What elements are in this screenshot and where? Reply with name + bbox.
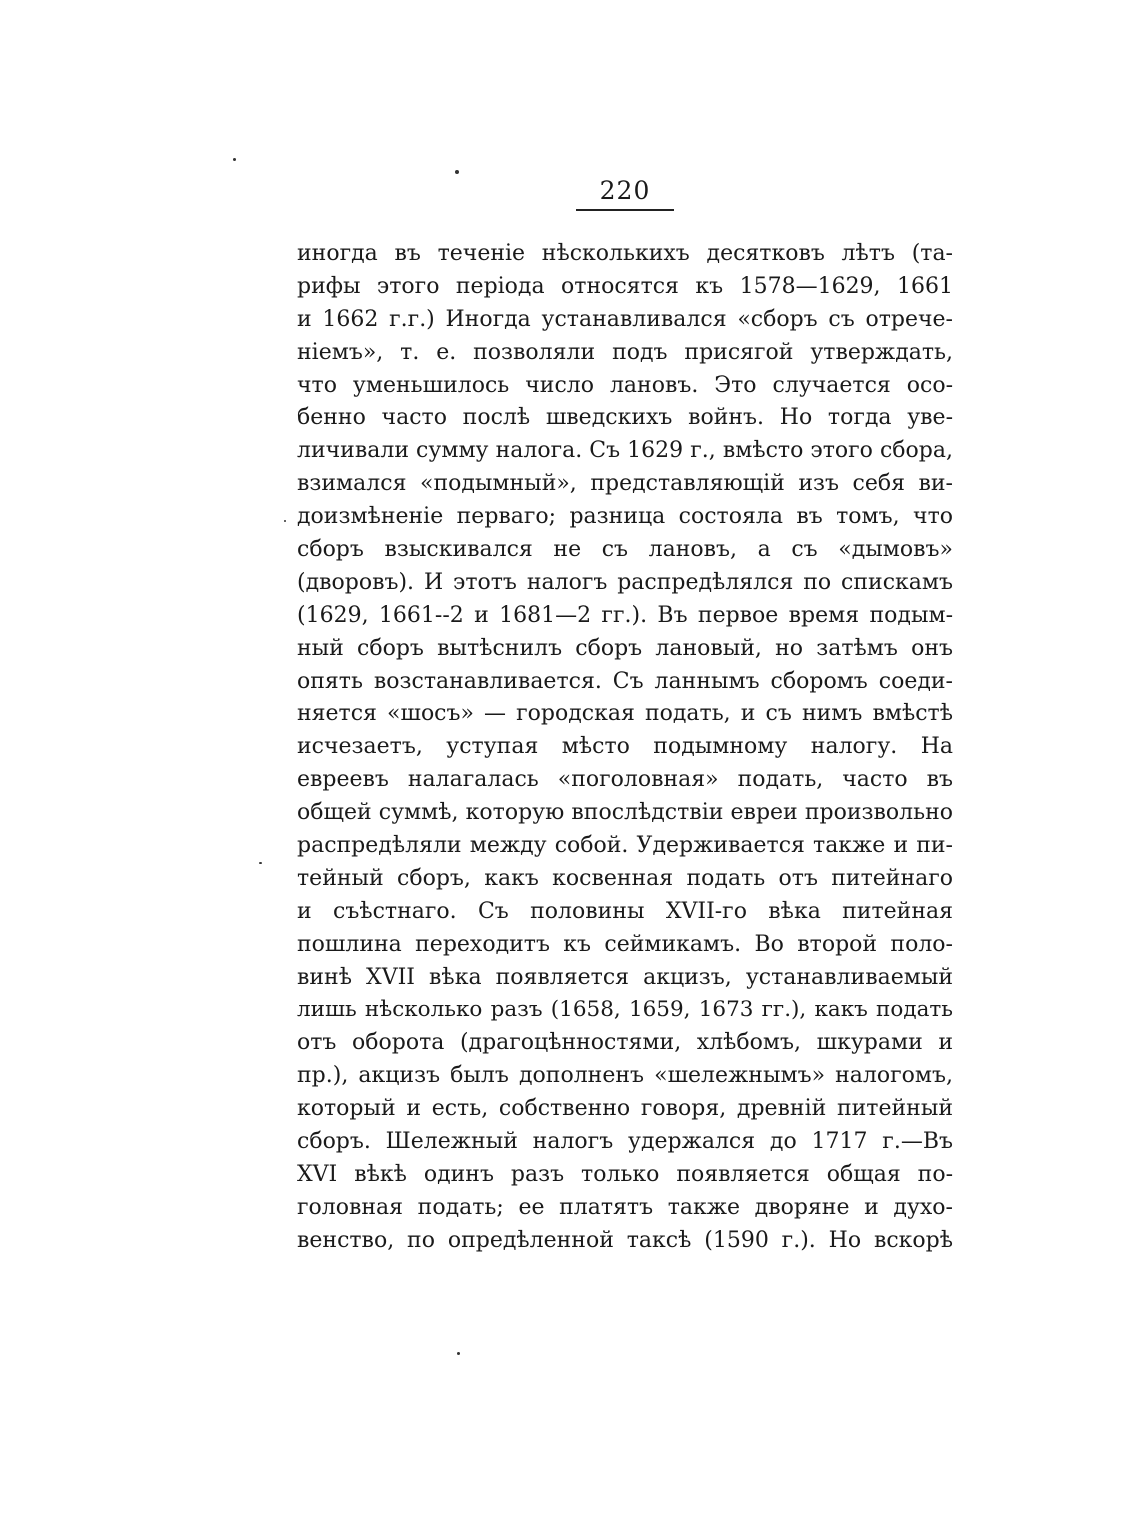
text-line: пр.), акцизъ былъ дополненъ «шележнымъ» налогомъ, [297, 1063, 953, 1089]
text-line: лишь нѣсколько разъ (1658, 1659, 1673 гг.), какъ подать [297, 997, 953, 1023]
speck [455, 170, 459, 174]
text-line: рифы этого періода относятся къ 1578—1629, 1661 [297, 273, 953, 299]
text-line: сборъ. Шележный налогъ удержался до 1717 г.—Въ [297, 1129, 953, 1155]
text-line: сборъ взыскивался не съ лановъ, а съ «дымовъ» [297, 537, 953, 563]
text-line: головная подать; ее платятъ также дворяне и духо- [297, 1194, 953, 1220]
text-line: и 1662 г.г.) Иногда устанавливался «сборъ съ отрече- [297, 306, 953, 332]
text-line: взимался «подымный», представляющій изъ себя ви- [297, 471, 953, 497]
speck [284, 520, 286, 522]
text-line: винѣ XVII вѣка появляется акцизъ, устанавливаемый [297, 964, 953, 990]
text-line: иногда въ теченіе нѣсколькихъ десятковъ лѣтъ (та- [297, 241, 953, 266]
text-line: пошлина переходитъ къ сеймикамъ. Во второй поло- [297, 931, 953, 957]
text-line: личивали сумму налога. Съ 1629 г., вмѣсто этого сбора, [297, 438, 953, 464]
text-line: распредѣляли между собой. Удерживается также и пи- [297, 833, 953, 859]
text-line: ніемъ», т. е. позволяли подъ присягой утверждать, [297, 339, 953, 365]
speck [233, 158, 236, 161]
text-line: (1629, 1661--2 и 1681—2 гг.). Въ первое время подым- [297, 602, 953, 628]
speck [457, 1352, 460, 1355]
text-line: общей суммѣ, которую впослѣдствіи евреи произвольно [297, 800, 953, 826]
body-text [297, 238, 953, 1258]
text-line: доизмѣненіе перваго; разница состояла въ томъ, что [297, 504, 953, 530]
text-line: тейный сборъ, какъ косвенная подать отъ питейнаго [297, 865, 953, 891]
text-line: евреевъ налагалась «поголовная» подать, часто въ [297, 767, 953, 793]
text-line: няется «шосъ» — городская подать, и съ нимъ вмѣстѣ [297, 701, 953, 727]
text-line: ный сборъ вытѣснилъ сборъ лановый, но затѣмъ онъ [297, 635, 953, 661]
text-line: опять возстанавливается. Съ ланнымъ сборомъ соеди- [297, 668, 953, 694]
text-line: отъ оборота (драгоцѣнностями, хлѣбомъ, шкурами и [297, 1030, 953, 1056]
text-line: что уменьшилось число лановъ. Это случается осо- [297, 372, 953, 398]
page-number-rule [576, 209, 674, 211]
text-line: исчезаетъ, уступая мѣсто подымному налогу. На [297, 734, 953, 760]
text-line: и съѣстнаго. Съ половины XVII-го вѣка питейная [297, 898, 953, 924]
text-line: бенно часто послѣ шведскихъ войнъ. Но тогда уве- [297, 405, 953, 431]
text-line: венство, по опредѣленной таксѣ (1590 г.). Но вскорѣ [297, 1227, 953, 1253]
text-line: XVI вѣкѣ одинъ разъ только появляется общая по- [297, 1161, 953, 1187]
speck [259, 862, 262, 864]
page-number: 220 [599, 176, 651, 205]
text-line: (дворовъ). И этотъ налогъ распредѣлялся по спискамъ [297, 569, 953, 595]
text-line: который и есть, собственно говоря, древній питейный [297, 1096, 953, 1122]
